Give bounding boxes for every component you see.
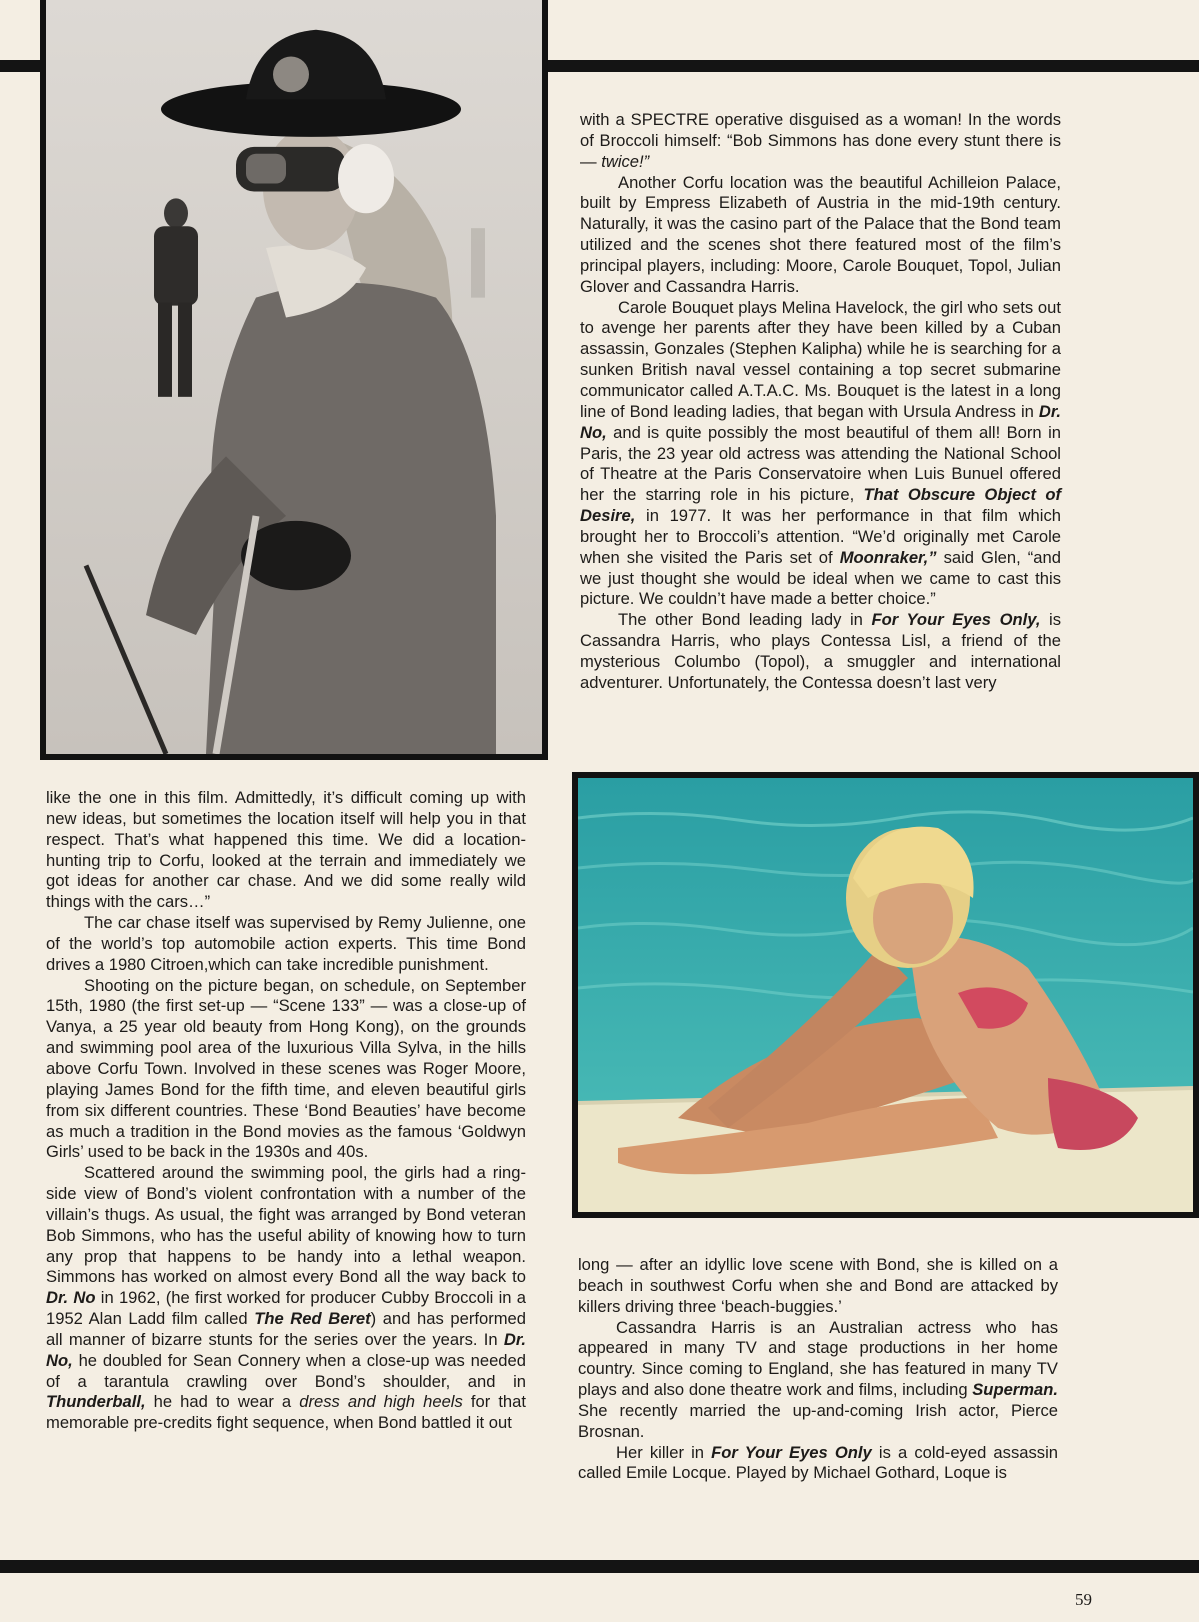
text-run: ) and has performed all manner of bizarre stunts for the series over the years. In [46, 1309, 526, 1349]
paragraph [580, 110, 1061, 173]
paragraph: Another Corfu location was the beautiful Achilleion Palace, built by Empress Elizabeth of Austria in the mid-19th century. Naturally, it was the casino part of the Palace that the Bond team utilized and the scenes shot there featured most of the film’s principal players, including: Moore, Carole Bouquet, Topol, Julian Glover and Cassandra Harris. [580, 172, 1061, 296]
paragraph [580, 298, 1061, 611]
article-column-top-right [580, 110, 1061, 694]
film-title: Dr. No [46, 1288, 96, 1308]
text-run: he had to wear a [145, 1392, 300, 1412]
paragraph: Shooting on the picture began, on schedule, on September 15th, 1980 (the first set-up — “Scene 133” — was a close-up of Vanya, a 25 year old beauty from Hong Kong), on the grounds and swimming pool area of the luxurious Villa Sylva, in the hills above Corfu Town. Involved in these scenes was Roger Moore, playing James Bond for the fifth time, and eleven beautiful girls from six different countries. These ‘Bond Beauties’ have become as much a tradition in the Bond movies as the famous ‘Goldwyn Girls’ used to be back in the 1930s and 40s. [46, 975, 526, 1162]
text-run: and is quite possibly the most beautiful of them all! Born in Paris, the 23 year old actress was attending the National School of Theatre at the Paris Conservatoire when Luis Bunuel offered her the starring role in his picture, [580, 422, 1061, 505]
text-run: in 1977. It was her performance in that film which brought her to Broccoli’s attention. “We’d originally met Carole when she visited the Paris set of [580, 506, 1061, 567]
article-column-bottom-right [578, 1255, 1058, 1484]
film-title: For Your Eyes Only [711, 1442, 872, 1462]
bottom-rule [0, 1560, 1199, 1573]
text-run: he doubled for Sean Connery when a close-up was needed of a tarantula crawling over Bond’s shoulder, and in [46, 1350, 526, 1391]
film-title: Dr. No, [46, 1329, 526, 1370]
top-right-rule [546, 60, 1199, 72]
text-run: is Cassandra Harris, who plays Contessa Lisl, a friend of the mysterious Columbo (Topol), a smuggler and international adventurer. Unfortunately, the Contessa doesn’t last very [580, 610, 1062, 692]
film-title: That Obscure Object of Desire, [580, 485, 1061, 526]
text-run: said Glen, “and we just thought she would be ideal when we came to cast this picture. We couldn’t have made a better choice.” [580, 547, 1061, 609]
film-title: Dr. No, [580, 401, 1061, 442]
paragraph [46, 1163, 526, 1434]
text-run: for that memorable pre-credits fight sequence, when Bond battled it out [46, 1392, 527, 1433]
film-title: Thunderball, [46, 1392, 146, 1412]
text-run: Her killer in [616, 1442, 712, 1462]
page-number: 59 [1075, 1590, 1092, 1609]
film-title: Superman. [972, 1380, 1058, 1400]
text-run: The other Bond leading lady in [618, 610, 872, 630]
film-title: The Red Beret [254, 1309, 371, 1329]
text-run: with a SPECTRE operative disguised as a woman! In the words of Broccoli himself: “Bob Simmons has done every stunt there is — [580, 110, 1061, 171]
italic-text: twice!” [601, 151, 650, 171]
italic-text: dress and high heels [299, 1392, 463, 1412]
skier-portrait-photo-icon [46, 0, 542, 754]
pool-photo [572, 772, 1199, 1218]
paragraph: The car chase itself was supervised by Remy Julienne, one of the world’s top automobile action experts. This time Bond drives a 1980 Citroen,which can take incredible punishment. [46, 913, 526, 974]
film-title: Moonraker,” [839, 547, 937, 567]
article-column-bottom-left [46, 788, 526, 1434]
text-run: She recently married the up-and-coming Irish actor, Pierce Brosnan. [578, 1400, 1058, 1441]
text-run: Carole Bouquet plays Melina Havelock, the girl who sets out to avenge her parents after they have been killed by a Cuban assassin, Gonzales (Stephen Kalipha) while he is searching for a sunken British naval vessel containing a top secret submarine communicator called A.T.A.C. Ms. Bouquet is the latest in a long line of Bond leading ladies, that began with Ursula Andress in [580, 297, 1061, 421]
skier-photo [40, 0, 548, 760]
paragraph [580, 610, 1061, 693]
text-run: in 1962, (he first worked for producer Cubby Broccoli in a 1952 Alan Ladd film called [46, 1288, 526, 1329]
text-run: Cassandra Harris is an Australian actress who has appeared in many TV and stage productions in her home country. Since coming to England, she has featured in many TV plays and also done theatre work and films, including [578, 1317, 1058, 1400]
paragraph: long — after an idyllic love scene with Bond, she is killed on a beach in southwest Corfu when she and Bond are attacked by killers driving three ‘beach-buggies.’ [578, 1255, 1058, 1316]
film-title: For Your Eyes Only, [871, 610, 1041, 630]
paragraph [578, 1318, 1058, 1443]
paragraph: like the one in this film. Admittedly, it’s difficult coming up with new ideas, but sometimes the location itself will help you in that respect. That’s what happened this time. We did a location-hunting trip to Corfu, looked at the terrain and immediately we got ideas for another car chase. And we did some really wild things with the cars…” [46, 788, 526, 912]
poolside-portrait-photo-icon [578, 778, 1193, 1212]
paragraph [578, 1443, 1058, 1485]
text-run: is a cold-eyed assassin called Emile Locque. Played by Michael Gothard, Loque is [578, 1442, 1058, 1483]
text-run: Scattered around the swimming pool, the girls had a ring-side view of Bond’s violent confrontation with a number of the villain’s thugs. As usual, the fight was arranged by Bond veteran Bob Simmons, who has the useful ability of knowing how to turn any prop that happens to be handy into a lethal weapon. Simmons has worked on almost every Bond all the way back to [46, 1163, 526, 1287]
